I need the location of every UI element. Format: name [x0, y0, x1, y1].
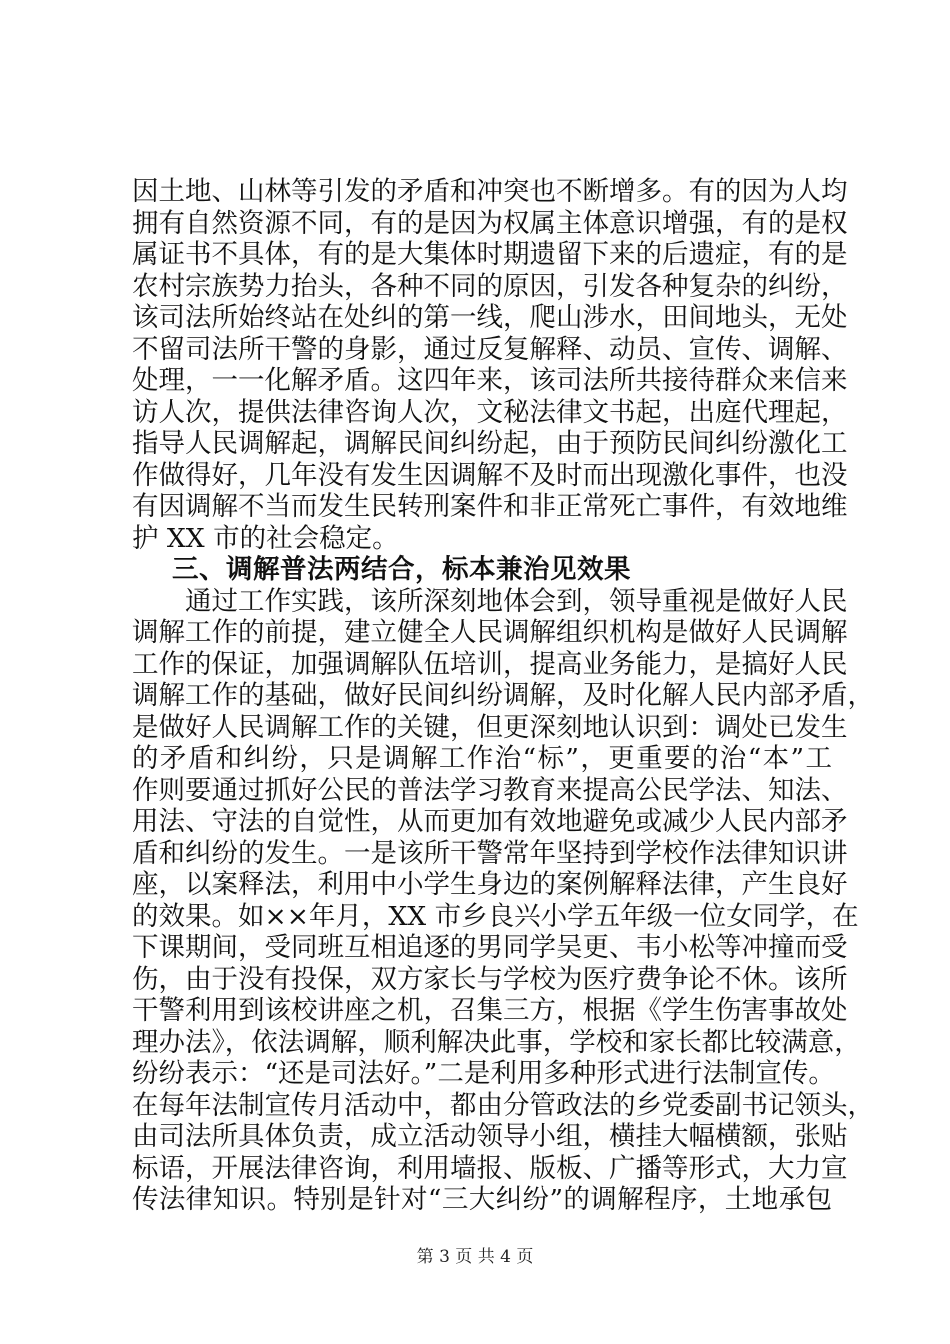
text-line: 调解工作的前提，建立健全人民调解组织机构是做好人民调解 [132, 617, 848, 648]
text-line: 是做好人民调解工作的关键，但更深刻地认识到：调处已发生 [132, 711, 848, 743]
text-line: 由司法所具体负责，成立活动领导小组，横挂大幅横额，张贴 [132, 1121, 848, 1152]
text-line: 盾和纠纷的发生。一是该所干警常年坚持到学校作法律知识讲 [132, 837, 848, 869]
text-line: 拥有自然资源不同，有的是因为权属主体意识增强，有的是权 [132, 207, 848, 239]
text-line: 纷纷表示：“还是司法好。”二是利用多种形式进行法制宣传。 [132, 1058, 835, 1089]
text-line: 因土地、山林等引发的矛盾和冲突也不断增多。有的因为人均 [132, 176, 848, 207]
text-line: 作做得好，几年没有发生因调解不及时而出现激化事件，也没 [132, 459, 848, 491]
text-line: 护 XX 市的社会稳定。 [132, 522, 399, 554]
text-line: 标语，开展法律咨询，利用墙报、版板、广播等形式，大力宣 [132, 1152, 848, 1184]
text-line: 的效果。如××年月，XX 市乡良兴小学五年级一位女同学，在 [132, 900, 859, 932]
text-line: 在每年法制宣传月活动中，都由分管政法的乡党委副书记领头， [132, 1089, 874, 1121]
text-line: 伤，由于没有投保，双方家长与学校为医疗费争论不休。该所 [132, 963, 848, 995]
text-line: 访人次，提供法律咨询人次，文秘法律文书起，出庭代理起， [132, 396, 848, 428]
text-line: 通过工作实践，该所深刻地体会到，领导重视是做好人民 [185, 585, 848, 617]
text-line: 作则要通过抓好公民的普法学习教育来提高公民学法、知法、 [132, 774, 848, 806]
text-line: 工作的保证，加强调解队伍培训，提高业务能力，是搞好人民 [132, 648, 848, 680]
text-line: 理办法》，依法调解，顺利解决此事，学校和家长都比较满意， [132, 1026, 861, 1058]
text-line: 用法、守法的自觉性，从而更加有效地避免或减少人民内部矛 [132, 806, 848, 837]
text-line: 指导人民调解起，调解民间纠纷起，由于预防民间纠纷激化工 [132, 428, 848, 459]
section-heading: 三、调解普法两结合，标本兼治见效果 [172, 554, 631, 585]
text-line: 农村宗族势力抬头，各种不同的原因，引发各种复杂的纠纷， [132, 270, 848, 302]
page-number-footer: 第 3 页 共 4 页 [416, 1247, 534, 1267]
text-line: 传法律知识。特别是针对“三大纠纷”的调解程序，土地承包 [132, 1184, 832, 1215]
text-line: 干警利用到该校讲座之机，召集三方，根据《学生伤害事故处 [132, 995, 848, 1026]
text-line: 属证书不具体，有的是大集体时期遗留下来的后遗症，有的是 [132, 239, 848, 270]
text-line: 处理，一一化解矛盾。这四年来，该司法所共接待群众来信来 [132, 365, 848, 396]
text-line: 的矛盾和纠纷，只是调解工作治“标”，更重要的治“本”工 [132, 743, 832, 774]
text-line: 下课期间，受同班互相追逐的男同学吴更、韦小松等冲撞而受 [132, 932, 848, 963]
document-body [132, 176, 874, 1216]
text-line: 不留司法所干警的身影，通过反复解释、动员、宣传、调解、 [132, 333, 848, 365]
text-line: 座，以案释法，利用中小学生身边的案例解释法律，产生良好 [132, 869, 848, 900]
text-line: 该司法所始终站在处纠的第一线，爬山涉水，田间地头，无处 [132, 302, 848, 333]
text-line: 调解工作的基础，做好民间纠纷调解，及时化解人民内部矛盾， [132, 680, 874, 711]
text-line: 有因调解不当而发生民转刑案件和非正常死亡事件，有效地维 [132, 491, 848, 522]
